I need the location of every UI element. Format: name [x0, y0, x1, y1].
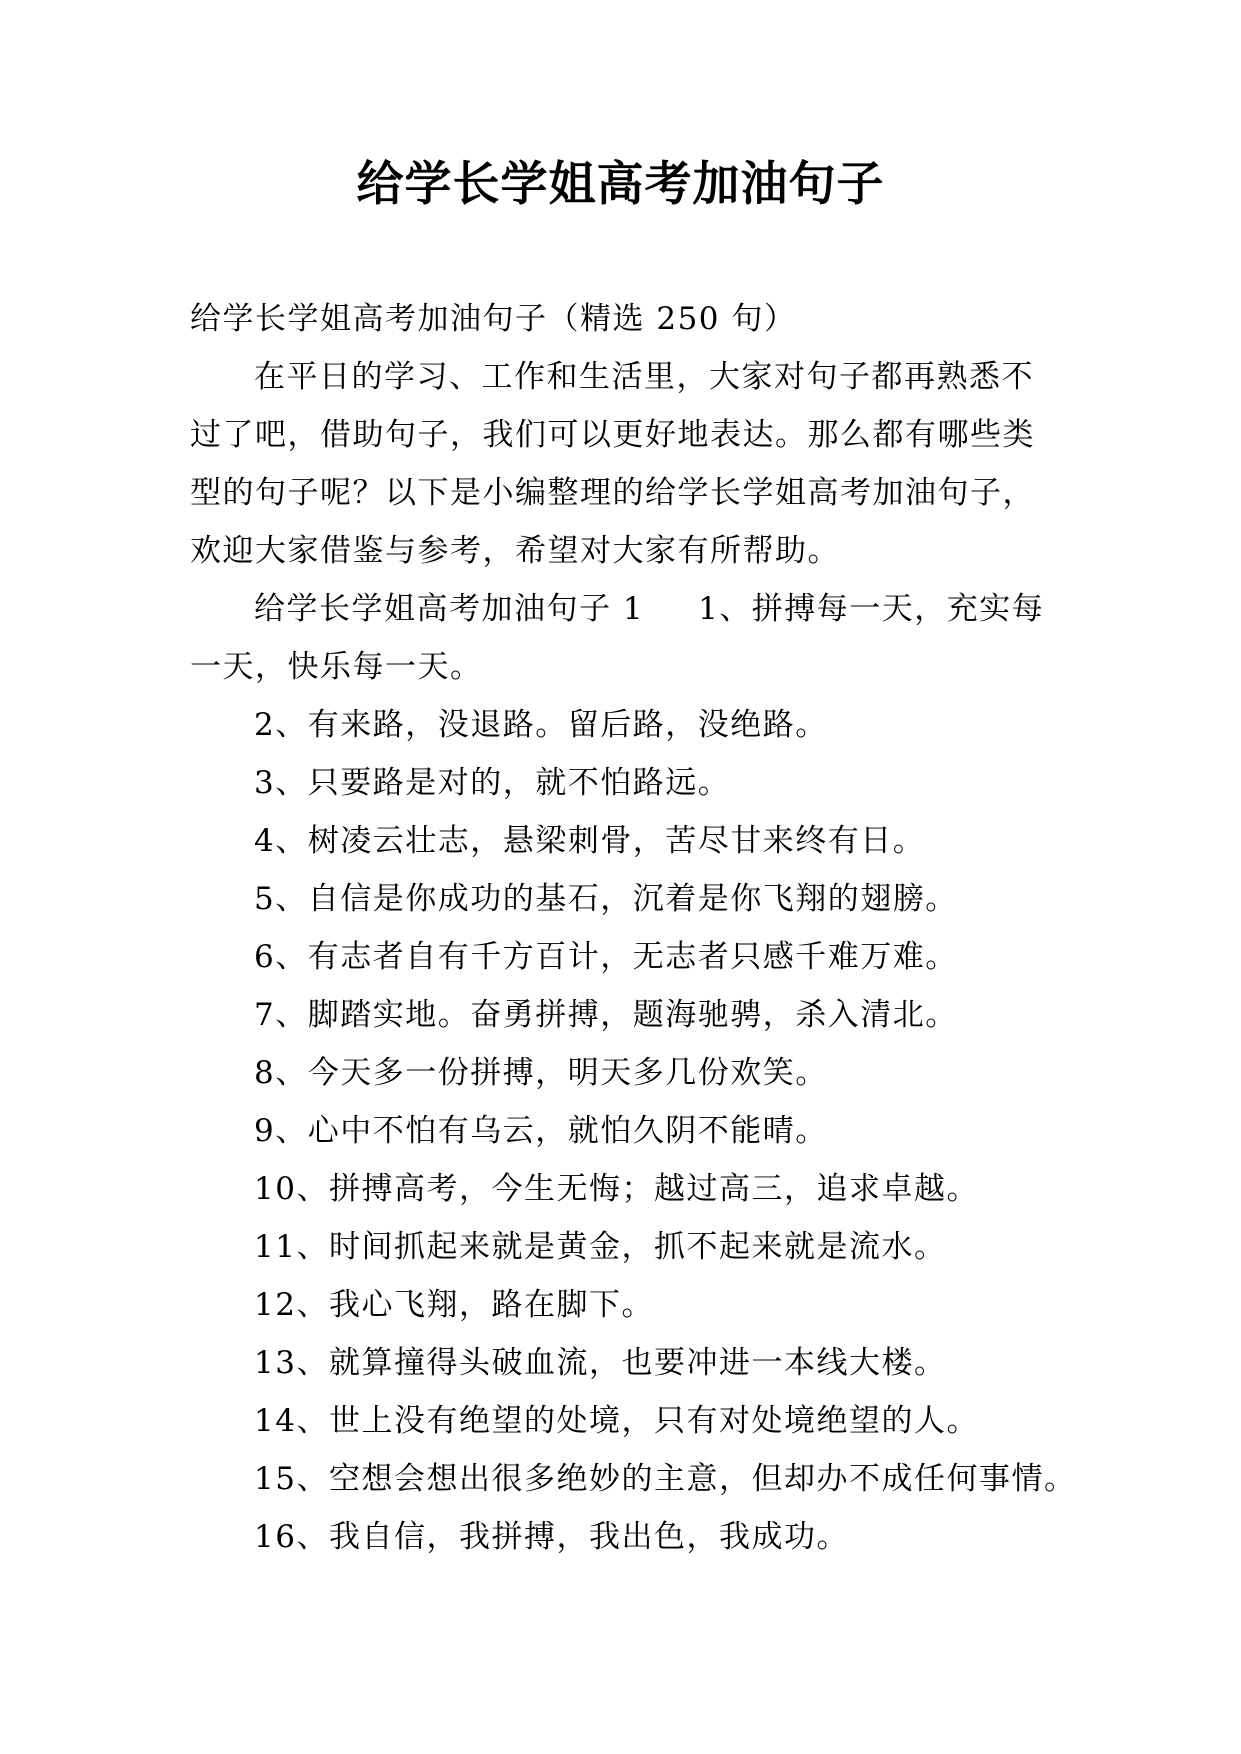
list-item: 14、世上没有绝望的处境，只有对处境绝望的人。 — [254, 1403, 979, 1439]
list-item: 7、脚踏实地。奋勇拼搏，题海驰骋，杀入清北。 — [254, 997, 958, 1033]
page-title: 给学长学姐高考加油句子 — [356, 157, 885, 212]
list-item: 15、空想会想出很多绝妙的主意，但却办不成任何事情。 — [254, 1461, 1077, 1497]
list-item: 5、自信是你成功的基石，沉着是你飞翔的翅膀。 — [254, 881, 958, 917]
list-item: 9、心中不怕有乌云，就怕久阴不能晴。 — [254, 1113, 828, 1149]
document-body — [190, 290, 1077, 1566]
list-item: 3、只要路是对的，就不怕路远。 — [254, 765, 731, 801]
intro-line-3: 型的句子呢？以下是小编整理的给学长学姐高考加油句子， — [190, 475, 1035, 511]
list-item: 12、我心飞翔，路在脚下。 — [254, 1287, 654, 1323]
list-item: 13、就算撞得头破血流，也要冲进一本线大楼。 — [254, 1345, 947, 1381]
list-item: 11、时间抓起来就是黄金，抓不起来就是流水。 — [254, 1229, 947, 1265]
list-item-1-part2: 一天，快乐每一天。 — [190, 649, 483, 685]
list-item: 8、今天多一份拼搏，明天多几份欢笑。 — [254, 1055, 828, 1091]
list-item: 16、我自信，我拼搏，我出色，我成功。 — [254, 1519, 849, 1555]
list-item-1-part1: 1、拼搏每一天，充实每 — [698, 591, 1045, 627]
list-item: 10、拼搏高考，今生无悔；越过高三，追求卓越。 — [254, 1171, 979, 1207]
intro-line-2: 过了吧，借助句子，我们可以更好地表达。那么都有哪些类 — [190, 417, 1035, 453]
intro-line-4: 欢迎大家借鉴与参考，希望对大家有所帮助。 — [190, 533, 840, 569]
subtitle: 给学长学姐高考加油句子（精选 250 句） — [190, 301, 797, 337]
intro-line-1: 在平日的学习、工作和生活里，大家对句子都再熟悉不 — [254, 359, 1034, 395]
section-heading-line — [190, 580, 1070, 638]
list-item: 4、树凌云壮志，悬梁刺骨，苦尽甘来终有日。 — [254, 823, 926, 859]
list-item: 6、有志者自有千方百计，无志者只感千难万难。 — [254, 939, 958, 975]
section-heading: 给学长学姐高考加油句子 1 — [254, 591, 645, 627]
list-item: 2、有来路，没退路。留后路，没绝路。 — [254, 707, 828, 743]
